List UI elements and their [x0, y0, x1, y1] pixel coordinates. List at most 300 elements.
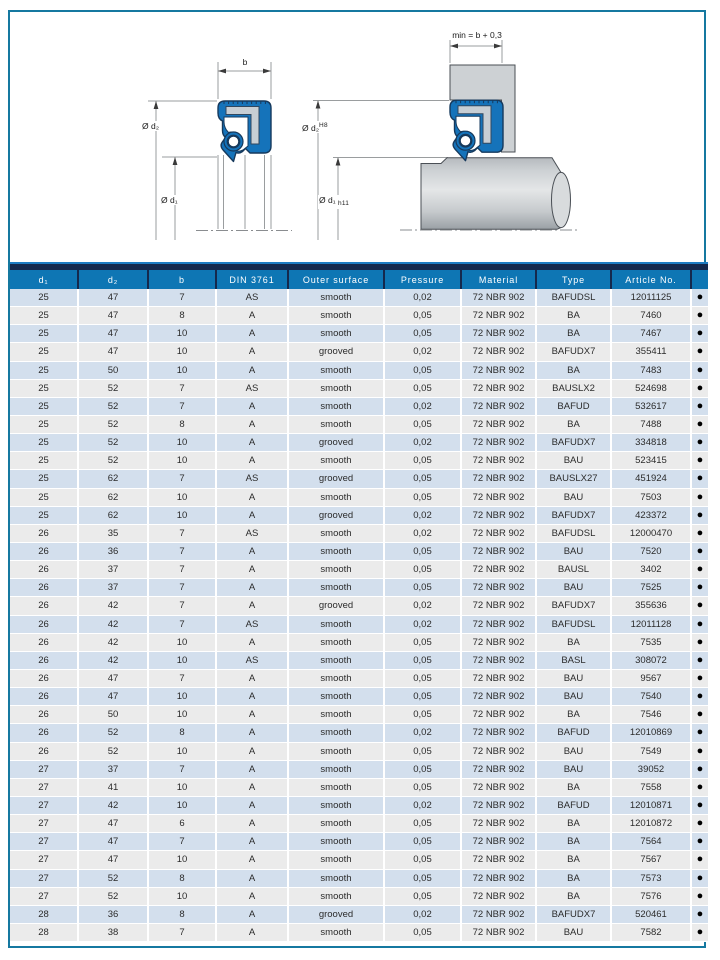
- table-cell: 47: [77, 307, 147, 324]
- table-cell: 0,02: [383, 724, 460, 741]
- availability-cell: [690, 543, 708, 560]
- table-cell: 0,05: [383, 579, 460, 596]
- availability-dot: ●: [696, 835, 704, 848]
- table-cell: 42: [77, 597, 147, 614]
- table-cell: smooth: [287, 398, 383, 415]
- table-cell: BA: [535, 416, 610, 433]
- table-cell: 7540: [610, 688, 690, 705]
- table-cell: BAFUDX7: [535, 434, 610, 451]
- table-cell: 72 NBR 902: [460, 579, 535, 596]
- table-cell: 72 NBR 902: [460, 761, 535, 778]
- availability-cell: [690, 579, 708, 596]
- availability-dot: ●: [696, 327, 704, 340]
- table-cell: smooth: [287, 779, 383, 796]
- table-cell: 72 NBR 902: [460, 779, 535, 796]
- table-cell: 451924: [610, 470, 690, 487]
- table-cell: 47: [77, 670, 147, 687]
- outer-diameter-label-left: Ø d₂: [142, 121, 159, 131]
- table-cell: 72 NBR 902: [460, 362, 535, 379]
- availability-dot: ●: [696, 526, 704, 539]
- table-row: [10, 579, 708, 597]
- availability-dot: ●: [696, 363, 704, 376]
- table-cell: 27: [38, 872, 49, 884]
- availability-cell: [690, 616, 708, 633]
- table-cell: 7: [147, 616, 215, 633]
- table-row: [10, 561, 708, 579]
- table-cell: A: [215, 833, 287, 850]
- availability-cell: [690, 851, 708, 868]
- technical-drawing: [0, 0, 720, 260]
- table-cell: smooth: [287, 380, 383, 397]
- table-cell: 7: [147, 289, 215, 306]
- table-cell: BAFUDSL: [535, 525, 610, 542]
- table-cell: 72 NBR 902: [460, 724, 535, 741]
- table-cell: BAU: [535, 543, 610, 560]
- table-cell: 10: [147, 851, 215, 868]
- table-cell: 7: [147, 670, 215, 687]
- table-cell: 0,02: [383, 507, 460, 524]
- availability-dot: ●: [696, 690, 704, 703]
- table-cell: 0,05: [383, 670, 460, 687]
- table-row: [10, 616, 708, 634]
- table-cell: 12011128: [610, 616, 690, 633]
- table-cell: 8: [147, 724, 215, 741]
- table-cell: BAU: [535, 452, 610, 469]
- table-cell: 7564: [610, 833, 690, 850]
- table-cell: 72 NBR 902: [460, 743, 535, 760]
- table-cell: 62: [77, 507, 147, 524]
- table-cell: 423372: [610, 507, 690, 524]
- table-cell: smooth: [287, 706, 383, 723]
- availability-cell: [690, 362, 708, 379]
- table-cell: A: [215, 434, 287, 451]
- table-cell: grooved: [287, 906, 383, 923]
- table-cell: 72 NBR 902: [460, 597, 535, 614]
- table-cell: 26: [38, 709, 49, 721]
- table-cell: 7546: [610, 706, 690, 723]
- table-cell: 8: [147, 870, 215, 887]
- table-cell: 0,02: [383, 434, 460, 451]
- left-figure: [148, 62, 292, 240]
- table-cell: 0,05: [383, 851, 460, 868]
- availability-cell: [690, 452, 708, 469]
- table-cell: 7549: [610, 743, 690, 760]
- table-cell: AS: [215, 470, 287, 487]
- availability-dot: ●: [696, 563, 704, 576]
- table-cell: 42: [77, 634, 147, 651]
- table-cell: 10: [147, 688, 215, 705]
- table-cell: 9567: [610, 670, 690, 687]
- availability-dot: ●: [696, 472, 704, 485]
- table-cell: 72 NBR 902: [460, 470, 535, 487]
- table-cell: 25: [38, 292, 49, 304]
- table-cell: 62: [77, 470, 147, 487]
- table-cell: 37: [77, 579, 147, 596]
- table-header-row: [10, 270, 708, 289]
- availability-cell: [690, 706, 708, 723]
- table-cell: BAUSLX2: [535, 380, 610, 397]
- table-cell: 355411: [610, 343, 690, 360]
- table-cell: 10: [147, 634, 215, 651]
- table-cell: A: [215, 507, 287, 524]
- table-cell: smooth: [287, 797, 383, 814]
- availability-dot: ●: [696, 871, 704, 884]
- table-cell: 7520: [610, 543, 690, 560]
- table-cell: 0,02: [383, 343, 460, 360]
- table-cell: 0,05: [383, 815, 460, 832]
- table-cell: 26: [38, 636, 49, 648]
- availability-dot: ●: [696, 708, 704, 721]
- table-cell: 0,05: [383, 743, 460, 760]
- table-cell: 0,05: [383, 652, 460, 669]
- table-cell: 26: [38, 527, 49, 539]
- table-cell: 35: [77, 525, 147, 542]
- table-cell: A: [215, 362, 287, 379]
- table-cell: 72 NBR 902: [460, 434, 535, 451]
- table-cell: smooth: [287, 924, 383, 941]
- availability-cell: [690, 325, 708, 342]
- table-cell: 26: [38, 691, 49, 703]
- table-cell: BA: [535, 833, 610, 850]
- table-cell: 72 NBR 902: [460, 525, 535, 542]
- table-cell: 8: [147, 416, 215, 433]
- table-cell: A: [215, 670, 287, 687]
- table-cell: BAFUD: [535, 797, 610, 814]
- table-cell: 27: [38, 781, 49, 793]
- table-cell: 72 NBR 902: [460, 888, 535, 905]
- table-row: [10, 343, 708, 361]
- table-cell: smooth: [287, 851, 383, 868]
- table-cell: 7460: [610, 307, 690, 324]
- table-row: [10, 307, 708, 325]
- table-cell: 0,05: [383, 833, 460, 850]
- table-cell: 0,05: [383, 452, 460, 469]
- table-cell: 7: [147, 525, 215, 542]
- table-cell: A: [215, 706, 287, 723]
- table-cell: 25: [38, 328, 49, 340]
- table-cell: A: [215, 761, 287, 778]
- table-row: [10, 434, 708, 452]
- availability-cell: [690, 797, 708, 814]
- table-cell: 36: [77, 906, 147, 923]
- table-cell: 8: [147, 906, 215, 923]
- availability-dot: ●: [696, 907, 704, 920]
- availability-cell: [690, 815, 708, 832]
- table-cell: A: [215, 688, 287, 705]
- table-cell: smooth: [287, 761, 383, 778]
- table-cell: 25: [38, 419, 49, 431]
- availability-dot: ●: [696, 744, 704, 757]
- availability-cell: [690, 307, 708, 324]
- table-cell: 52: [77, 888, 147, 905]
- table-cell: 52: [77, 870, 147, 887]
- table-row: [10, 888, 708, 906]
- table-cell: smooth: [287, 561, 383, 578]
- table-cell: A: [215, 743, 287, 760]
- table-cell: BAFUD: [535, 398, 610, 415]
- table-cell: 334818: [610, 434, 690, 451]
- table-cell: smooth: [287, 452, 383, 469]
- table-cell: 12011125: [610, 289, 690, 306]
- table-cell: 26: [38, 727, 49, 739]
- table-row: [10, 797, 708, 815]
- table-cell: AS: [215, 289, 287, 306]
- availability-cell: [690, 398, 708, 415]
- table-cell: 36: [77, 543, 147, 560]
- table-row: [10, 761, 708, 779]
- table-cell: 0,02: [383, 597, 460, 614]
- availability-dot: ●: [696, 454, 704, 467]
- table-cell: grooved: [287, 597, 383, 614]
- table-cell: 72 NBR 902: [460, 325, 535, 342]
- availability-cell: [690, 343, 708, 360]
- shaft: [421, 158, 561, 230]
- availability-cell: [690, 779, 708, 796]
- table-cell: 7483: [610, 362, 690, 379]
- table-cell: 42: [77, 797, 147, 814]
- table-cell: BAUSLX27: [535, 470, 610, 487]
- table-cell: smooth: [287, 579, 383, 596]
- column-header: Type: [535, 270, 610, 289]
- table-body: [10, 289, 708, 942]
- table-cell: 520461: [610, 906, 690, 923]
- availability-cell: [690, 688, 708, 705]
- availability-dot: ●: [696, 399, 704, 412]
- right-figure: [313, 40, 580, 240]
- availability-cell: [690, 724, 708, 741]
- table-cell: 12010871: [610, 797, 690, 814]
- table-cell: A: [215, 851, 287, 868]
- table-row: [10, 543, 708, 561]
- availability-cell: [690, 670, 708, 687]
- table-cell: 52: [77, 452, 147, 469]
- table-cell: 38: [77, 924, 147, 941]
- table-cell: smooth: [287, 652, 383, 669]
- table-cell: BAFUDX7: [535, 906, 610, 923]
- table-row: [10, 688, 708, 706]
- table-cell: A: [215, 924, 287, 941]
- table-cell: 0,02: [383, 797, 460, 814]
- table-cell: 72 NBR 902: [460, 870, 535, 887]
- availability-dot: ●: [696, 617, 704, 630]
- table-cell: 532617: [610, 398, 690, 415]
- table-cell: 0,05: [383, 779, 460, 796]
- table-cell: AS: [215, 525, 287, 542]
- table-row: [10, 597, 708, 615]
- table-cell: 25: [38, 437, 49, 449]
- table-cell: 12010872: [610, 815, 690, 832]
- table-cell: A: [215, 561, 287, 578]
- table-cell: 27: [38, 854, 49, 866]
- table-cell: BA: [535, 815, 610, 832]
- table-cell: BAU: [535, 743, 610, 760]
- table-cell: 10: [147, 743, 215, 760]
- availability-cell: [690, 597, 708, 614]
- table-cell: 72 NBR 902: [460, 833, 535, 850]
- table-cell: 7567: [610, 851, 690, 868]
- table-row: [10, 652, 708, 670]
- table-cell: 25: [38, 509, 49, 521]
- table-cell: 7: [147, 579, 215, 596]
- table-cell: 52: [77, 398, 147, 415]
- table-cell: 52: [77, 380, 147, 397]
- table-cell: 10: [147, 325, 215, 342]
- width-dimension-label: b: [234, 57, 256, 67]
- table-cell: smooth: [287, 670, 383, 687]
- availability-cell: [690, 434, 708, 451]
- table-cell: 12000470: [610, 525, 690, 542]
- table-cell: 37: [77, 761, 147, 778]
- table-cell: 7: [147, 470, 215, 487]
- availability-dot: ●: [696, 853, 704, 866]
- table-cell: BAFUDSL: [535, 289, 610, 306]
- table-cell: 0,02: [383, 906, 460, 923]
- availability-cell: [690, 888, 708, 905]
- availability-cell: [690, 507, 708, 524]
- table-cell: BA: [535, 870, 610, 887]
- table-cell: 27: [38, 836, 49, 848]
- table-cell: 72 NBR 902: [460, 924, 535, 941]
- table-row: [10, 489, 708, 507]
- min-width-dimension-label: min = b + 0,3: [441, 30, 513, 40]
- table-row: [10, 906, 708, 924]
- tolerance-h11: h11: [337, 200, 350, 207]
- table-cell: 7582: [610, 924, 690, 941]
- table-cell: 72 NBR 902: [460, 634, 535, 651]
- availability-cell: [690, 924, 708, 941]
- table-cell: A: [215, 398, 287, 415]
- availability-dot: ●: [696, 925, 704, 938]
- table-cell: 28: [38, 908, 49, 920]
- table-cell: smooth: [287, 489, 383, 506]
- table-row: [10, 470, 708, 488]
- table-cell: 7: [147, 380, 215, 397]
- table-row: [10, 833, 708, 851]
- table-cell: A: [215, 489, 287, 506]
- table-row: [10, 380, 708, 398]
- table-cell: 25: [38, 491, 49, 503]
- column-header: d₁: [38, 274, 49, 285]
- table-cell: 47: [77, 325, 147, 342]
- table-row: [10, 706, 708, 724]
- table-cell: 25: [38, 364, 49, 376]
- table-cell: A: [215, 634, 287, 651]
- table-cell: 3402: [610, 561, 690, 578]
- column-header: Article No.: [610, 270, 690, 289]
- table-cell: 7: [147, 398, 215, 415]
- column-header: Material: [460, 270, 535, 289]
- table-cell: 47: [77, 289, 147, 306]
- availability-dot: ●: [696, 799, 704, 811]
- table-cell: 26: [38, 654, 49, 666]
- table-cell: 25: [38, 346, 49, 358]
- availability-cell: [690, 289, 708, 306]
- column-header-availability: [690, 270, 708, 289]
- seal-cross-section-drawing: [0, 0, 720, 260]
- table-cell: BAFUD: [535, 724, 610, 741]
- column-header: Outer surface: [287, 270, 383, 289]
- availability-dot: ●: [696, 309, 704, 322]
- table-cell: BAU: [535, 688, 610, 705]
- inner-diameter-label-right: Ø d₁ $_{h11}$: [319, 195, 350, 207]
- table-cell: AS: [215, 616, 287, 633]
- table-row: [10, 870, 708, 888]
- table-cell: 355636: [610, 597, 690, 614]
- table-row: [10, 289, 708, 307]
- table-cell: 27: [38, 763, 49, 775]
- table-cell: 26: [38, 582, 49, 594]
- table-cell: 27: [38, 818, 49, 830]
- table-cell: 72 NBR 902: [460, 543, 535, 560]
- table-cell: 28: [38, 926, 49, 938]
- table-cell: 47: [77, 851, 147, 868]
- table-cell: BA: [535, 634, 610, 651]
- table-cell: A: [215, 906, 287, 923]
- table-cell: 7: [147, 761, 215, 778]
- table-cell: 12010869: [610, 724, 690, 741]
- outer-diameter-label-right: Ø d₂$^{H8}$: [302, 122, 328, 133]
- table-cell: BA: [535, 325, 610, 342]
- table-cell: 25: [38, 400, 49, 412]
- table-cell: smooth: [287, 870, 383, 887]
- table-row: [10, 416, 708, 434]
- table-cell: BA: [535, 779, 610, 796]
- table-cell: 72 NBR 902: [460, 343, 535, 360]
- tolerance-h8: H8: [319, 122, 328, 129]
- table-row: [10, 398, 708, 416]
- table-cell: A: [215, 597, 287, 614]
- table-cell: 25: [38, 455, 49, 467]
- table-cell: 47: [77, 343, 147, 360]
- table-cell: 8: [147, 307, 215, 324]
- availability-dot: ●: [696, 726, 704, 739]
- table-cell: 10: [147, 652, 215, 669]
- table-cell: BA: [535, 888, 610, 905]
- table-cell: 10: [147, 888, 215, 905]
- table-cell: 72 NBR 902: [460, 561, 535, 578]
- table-cell: 26: [38, 618, 49, 630]
- table-cell: BAU: [535, 761, 610, 778]
- table-cell: 0,05: [383, 543, 460, 560]
- availability-dot: ●: [696, 291, 704, 304]
- table-cell: 7525: [610, 579, 690, 596]
- table-cell: smooth: [287, 416, 383, 433]
- table-cell: grooved: [287, 507, 383, 524]
- table-cell: AS: [215, 652, 287, 669]
- table-cell: A: [215, 543, 287, 560]
- table-cell: 0,05: [383, 561, 460, 578]
- availability-cell: [690, 561, 708, 578]
- table-cell: 42: [77, 616, 147, 633]
- table-cell: 0,05: [383, 761, 460, 778]
- table-cell: 0,05: [383, 416, 460, 433]
- table-cell: BA: [535, 362, 610, 379]
- table-row: [10, 325, 708, 343]
- table-cell: A: [215, 452, 287, 469]
- table-cell: 10: [147, 489, 215, 506]
- table-cell: A: [215, 888, 287, 905]
- table-cell: 72 NBR 902: [460, 289, 535, 306]
- availability-cell: [690, 743, 708, 760]
- table-cell: 26: [38, 564, 49, 576]
- table-cell: 6: [147, 815, 215, 832]
- table-cell: BA: [535, 706, 610, 723]
- table-cell: smooth: [287, 815, 383, 832]
- table-cell: 0,05: [383, 325, 460, 342]
- table-cell: 47: [77, 815, 147, 832]
- table-cell: BAFUDX7: [535, 343, 610, 360]
- table-cell: 0,05: [383, 362, 460, 379]
